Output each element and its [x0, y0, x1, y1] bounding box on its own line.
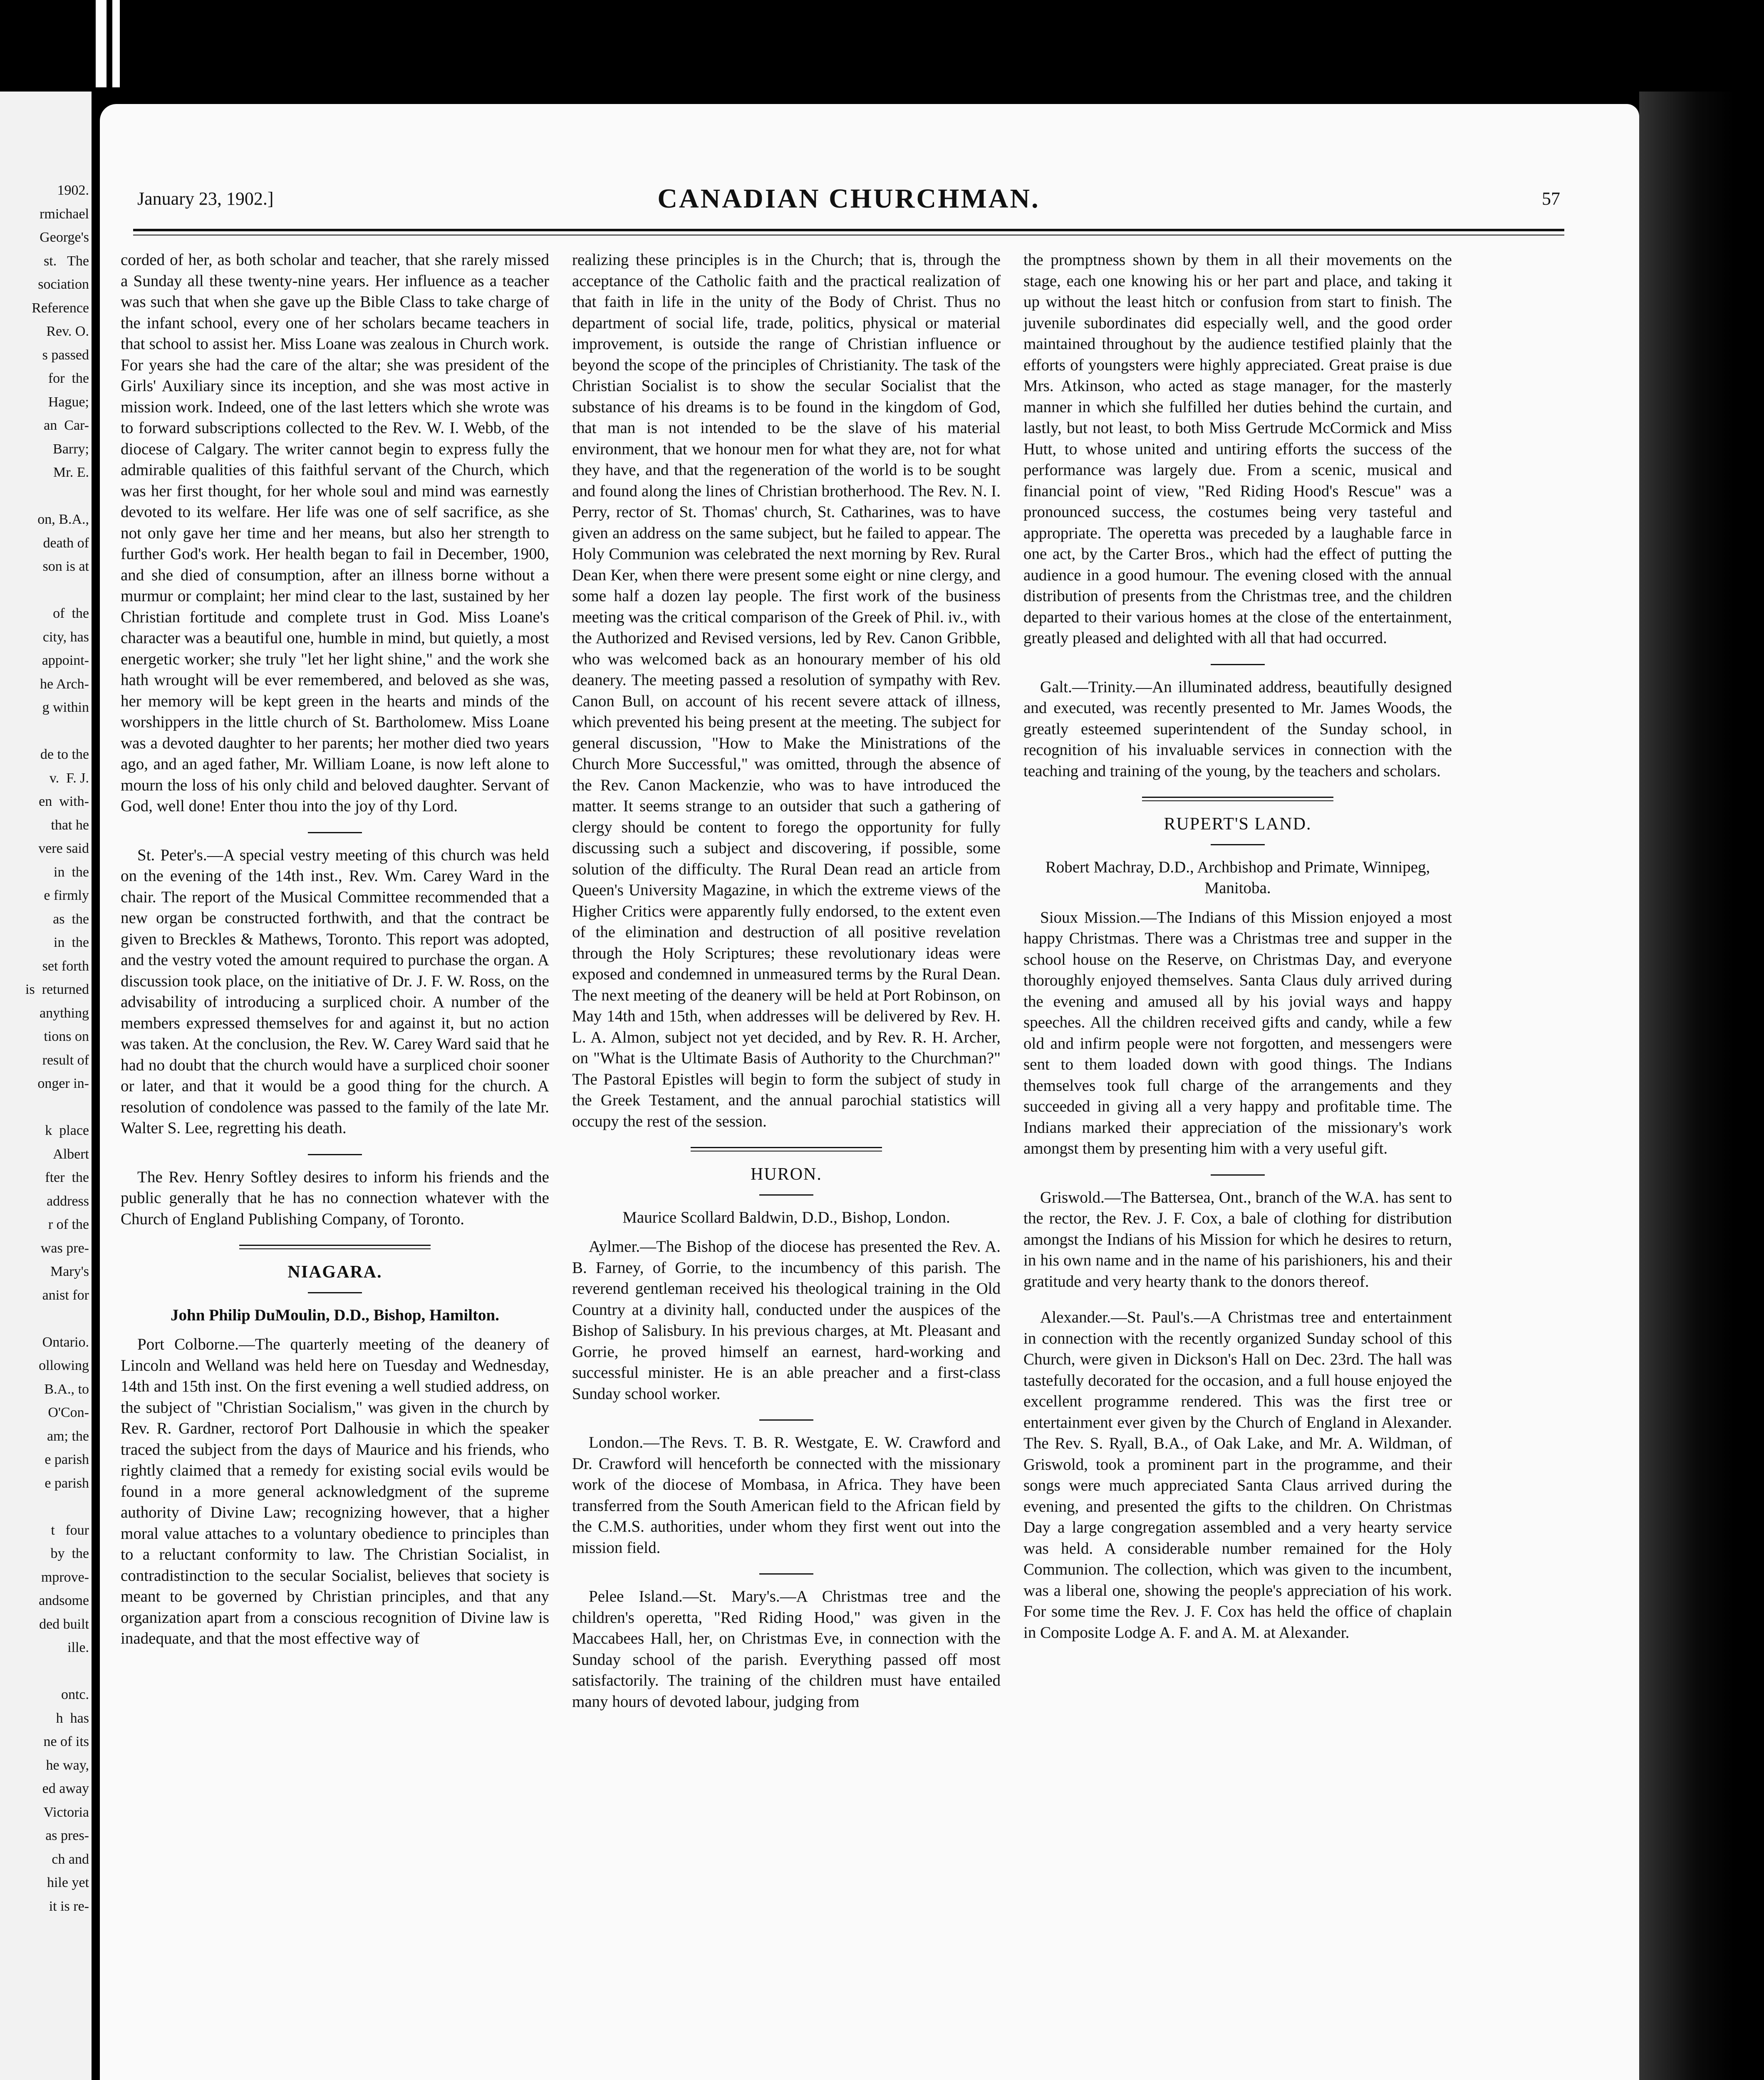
diocese-divider [1142, 797, 1333, 801]
article-paragraph: corded of her, as both scholar and teacher, that she rarely missed a Sunday all these twenty-nine years. Her influence as a teacher was such that when she gave up the Bible Class to take charge of the infant school, every one of her scholars became teachers in that school to assist her. Miss Loane was zealous in Church work. For years she had the care of the altar; she was president of the Girls' Auxiliary since its inception, and she was most active in mission work. Indeed, one of the last letters which she wrote was to forward subscriptions collected to the Rev. W. I. Webb, of the diocese of Calgary. The writer cannot begin to express fully the admirable qualities of this faithful servant of the Church, which was her first thought, for her whole soul and mind was earnestly devoted to its welfare. Her life was one of self sacrifice, as she not only gave her time and her means, but also her strength to further God's work. Her health began to fail in December, 1900, and she died of consumption, after an illness borne without a murmur or complaint; her mind clear to the last, sustained by her Christian fortitude and complete trust in God. Miss Loane's character was a beautiful one, humble in mind, but quietly, a most energetic worker; she truly "let her light shine," and the work she hath wrought will be ever remembered, and beloved as she was, her memory will be kept green in the hearts and minds of the worshippers in the little church of St. Bartholomew. Miss Loane was a devoted daughter to her parents; her mother died two years ago, and an aged father, Mr. William Loane, is now left alone to mourn the loss of his only child and beloved daughter. Servant of God, well done! Enter thou into the joy of thy Lord. [121, 251, 549, 815]
adjacent-page-fragment [0, 92, 92, 2080]
diocese-divider [691, 1147, 882, 1151]
article-paragraph: Griswold.—The Battersea, Ont., branch of the W.A. has sent to the rector, the Rev. J. F. Cox, a bale of clothing for distribution amongst the Indians of his Mission for which he desires to return, in his own name and in the name of his parishioners, his and their gratitude and very hearty thank to the donors thereof. [1023, 1188, 1452, 1290]
column-2 [572, 250, 1001, 1727]
article-paragraph: St. Peter's.—A special vestry meeting of this church was held on the evening of the 14th inst., Rev. Wm. Carey Ward in the chair. The report of the Musical Committee recommended that a new organ be constructed forthwith, and that the contract be given to Breckles & Mathews, Toronto. This report was adopted, and the vestry voted the amount required to purchase the organ. A discussion took place, on the initiative of Dr. J. F. W. Ross, on the advisability of introducing a surpliced choir. A number of the members expressed themselves for and against it, but no action was taken. At the conclusion, the Rev. W. Carey Ward said that he had no doubt that the church would have a surpliced choir sooner or later, and that it would be a good thing for the church. A resolution of condolence was passed to the family of the late Mr. Walter S. Lee, regretting his death. [121, 846, 549, 1137]
page-number: 57 [1542, 188, 1560, 209]
article-paragraph: the promptness shown by them in all their movements on the stage, each one knowing his or her part and place, and taking it up without the least hitch or confusion from start to finish. The juvenile subordinates did especially well, and the good order maintained throughout by the audience testified plainly that the efforts of youngsters were highly appreciated. Great praise is due Mrs. Atkinson, who acted as stage manager, for the masterly manner in which she fulfilled her duties behind the curtain, and lastly, but not least, to both Miss Gertrude McCormick and Miss Hutt, to whose united and untiring efforts the success of the performance was largely due. From a scenic, musical and financial point of view, "Red Riding Hood's Rescue" was a pronounced success, the costumes being very tasteful and appropriate. The operetta was preceded by a laughable farce in one act, by the Carter Bros., which had the effect of putting the audience in a good humour. The evening closed with the annual distribution of presents from the Christmas tree, and the children departed to their various homes at the close of the entertainment, greatly pleased and delighted with all that had occurred. [1023, 251, 1452, 647]
section-divider [308, 1154, 362, 1155]
issue-date: January 23, 1902.] [137, 188, 274, 209]
article-paragraph: The Rev. Henry Softley desires to inform his friends and the public generally that he has no connection whatever with the Church of England Publishing Company, of Toronto. [121, 1168, 549, 1228]
header-rule [133, 229, 1564, 231]
section-divider [759, 1419, 813, 1421]
bishop-line: Robert Machray, D.D., Archbishop and Primate, Winnipeg, Manitoba. [1045, 858, 1430, 897]
section-divider [1211, 844, 1265, 845]
section-divider [308, 1292, 362, 1293]
article-paragraph: Aylmer.—The Bishop of the diocese has presented the Rev. A. B. Farney, of Gorrie, to the incumbency of this parish. The reverend gentleman received his theological training in the Old Country at a divinity hall, conducted under the auspices of the Bishop of Salisbury. In his previous charges, at Mt. Pleasant and Gorrie, he proved himself an earnest, hard-working and successful minister. He is an able preacher and a first-class Sunday school worker. [572, 1238, 1001, 1403]
column-3 [1023, 250, 1452, 1658]
film-edge-mark [96, 0, 107, 87]
diocese-divider [239, 1245, 431, 1249]
newspaper-page [100, 104, 1639, 2080]
film-edge-mark [112, 0, 120, 87]
article-paragraph: Sioux Mission.—The Indians of this Mission enjoyed a most happy Christmas. There was a Christmas tree and supper in the school house on the Reserve, on Christmas Day, and everyone thoroughly enjoyed themselves. Santa Claus duly arrived during the evening and amused all by his jovial ways and happy speeches. All the children received gifts and candy, while a few old and infirm people were not forgotten, and messengers were sent to them loaded down with good things. The Indians themselves took full charge of the arrangements and they succeeded in giving all a very happy and profitable time. The Indians marked their appreciation of the missionary's work amongst them by presenting him with a very useful gift. [1023, 908, 1452, 1157]
diocese-heading-ruperts-land: RUPERT'S LAND. [1164, 815, 1312, 834]
section-divider [1211, 664, 1265, 665]
bishop-line: Maurice Scollard Baldwin, D.D., Bishop, London. [622, 1208, 950, 1226]
binding-shadow [1639, 92, 1735, 2080]
article-paragraph: London.—The Revs. T. B. R. Westgate, E. W. Crawford and Dr. Crawford will henceforth be connected with the missionary work of the diocese of Mombasa, in Africa. They have been transferred from the South American field to the African field by the C.M.S. authorities, under whom they first went out into the mission field. [572, 1434, 1001, 1557]
article-paragraph: realizing these principles is in the Church; that is, through the acceptance of the Catholic faith and the practical realization of that faith in life in the unity of the Body of Christ. Thus no department of social life, trade, politics, physical or material improvement, is outside the range of Christian influence or beyond the scope of the principles of Christianity. The task of the Christian Socialist is to show the secular Socialist that the substance of his dreams is to be found in the kingdom of God, that man is not intended to be the slave of his material environment, that we honour men for what they are, not for what they have, and that the regeneration of the world is to be sought and found along the lines of Christian brotherhood. The Rev. N. I. Perry, rector of St. Thomas' church, St. Catharines, was to have given an address on the same subject, but he failed to appear. The Holy Communion was celebrated the next morning by Rev. Rural Dean Ker, when there were present some eight or nine clergy, and some half a dozen lay people. The first work of the business meeting was the critical comparison of the Greek of Phil. iv., with the Authorized and Revised versions, led by Rev. Canon Gribble, who was welcomed back as an honourary member of his old deanery. The meeting passed a resolution of sympathy with Rev. Canon Bull, on account of his recent severe attack of illness, which prevented his being present at the meeting. The subject for general discussion, "How to Make the Ministrations of the Church More Successful," was omitted, through the absence of the Rev. Canon Mackenzie, who was to have introduced the matter. It seems strange to an outsider that such a gathering of clergy should be content to forego the opportunity for fully discussing such a subject and discovering, if possible, some solution of the difficulty. The Rural Dean read an article from Queen's University Magazine, in which the extreme views of the Higher Critics were apparently fully endorsed, to the extent even of the elimination and destruction of all positive revelation through the Holy Scriptures; these revolutionary ideas were exposed and condemned in unmeasured terms by the Rural Dean. The next meeting of the deanery will be held at Port Robinson, on May 14th and 15th, when addresses will be delivered by Rev. H. L. A. Almon, subject not yet decided, and by Rev. R. H. Archer, on "What is the Ultimate Basis of Authority to the Churchman?" The Pastoral Epistles will begin to form the subject of study in the Greek Testament, and the annual parochial statistics will occupy the rest of the session. [572, 251, 1001, 1130]
section-divider [759, 1573, 813, 1575]
article-paragraph: Galt.—Trinity.—An illuminated address, beautifully designed and executed, was recently presented to Mr. James Woods, the greatly esteemed superintendent of the Sunday school, in recognition of his invaluable services in connection with the teaching and training of the young, by the teachers and scholars. [1023, 678, 1452, 780]
page-header [137, 183, 1560, 225]
section-divider [1211, 1174, 1265, 1176]
diocese-heading-niagara: NIAGARA. [287, 1263, 382, 1282]
section-divider [308, 832, 362, 833]
article-paragraph: Port Colborne.—The quarterly meeting of the deanery of Lincoln and Welland was held here on Tuesday and Wednesday, 14th and 15th inst. On the first evening a well studied address, on the subject of "Christian Socialism," was given in the church by Rev. R. Gardner, rectorof Port Dalhousie in which the speaker traced the subject from the days of Maurice and his friends, who rightly claimed that a remedy for existing social evils would be found in a more general acknowledgment of the supreme authority of Divine Law; recognizing however, that a higher moral value attaches to a voluntary obedience to principles than to a reluctant conformity to law. The Christian Socialist, in contradistinction to the secular Socialist, believes that society is meant to be governed by Christian principles, and that any organization apart from a conscious recognition of Divine law is inadequate, and that the most effective way of [121, 1335, 549, 1647]
diocese-heading-huron: HURON. [751, 1165, 822, 1184]
article-paragraph: Pelee Island.—St. Mary's.—A Christmas tree and the children's operetta, "Red Riding Hood," was given in the Maccabees Hall, her, on Christmas Eve, in connection with the Sunday school of the parish. Everything passed off most satisfactorily. The training of the children must have entailed many hours of devoted labour, judging from [572, 1587, 1001, 1711]
masthead-title: CANADIAN CHURCHMAN. [657, 183, 1040, 214]
article-paragraph: Alexander.—St. Paul's.—A Christmas tree and entertainment in connection with the recently organized Sunday school of this Church, were given in Dickson's Hall on Dec. 23rd. The hall was tastefully decorated for the occasion, and a full house enjoyed the excellent programme rendered. This was the first tree or entertainment ever given by the Church of England in Alexander. The Rev. S. Ryall, B.A., of Oak Lake, and Mr. A. Wildman, of Griswold, took a prominent part in the programme, and their songs were much appreciated Santa Claus arrived during the evening, and presented the gifts to the children. On Christmas Day a large congregation assembled and a very hearty service was held. A considerable number remained for the Holy Communion. The collection, which was given to the incumbent, was a liberal one, showing the people's appreciation of his work. For some time the Rev. J. F. Cox has held the office of chaplain in Composite Lodge A. F. and A. M. at Alexander. [1023, 1308, 1452, 1642]
column-1 [121, 250, 549, 1664]
bishop-line: John Philip DuMoulin, D.D., Bishop, Hamilton. [171, 1306, 499, 1324]
section-divider [759, 1194, 813, 1196]
adjacent-page-text: 1902. rmichael George's st. The sociation Reference Rev. O. s passed for the Hague; an Car- Barry; Mr. E. on, B.A., death of son is at of the city, has appoint- he Arch- g within de to the v. F. J. en with- that he vere said in the e firmly as the in the set forth is returned anything tions on result of onger in- k place Albert fter the address r of the was pre- Mary's anist for Ontario. ollowing B.A., to O'Con- am; the e parish e parish t four by the mprove- andsome ded built ille. ontc. h has ne of its he way, ed away Victoria as pres- ch and hile yet it is re- [25, 183, 89, 1914]
